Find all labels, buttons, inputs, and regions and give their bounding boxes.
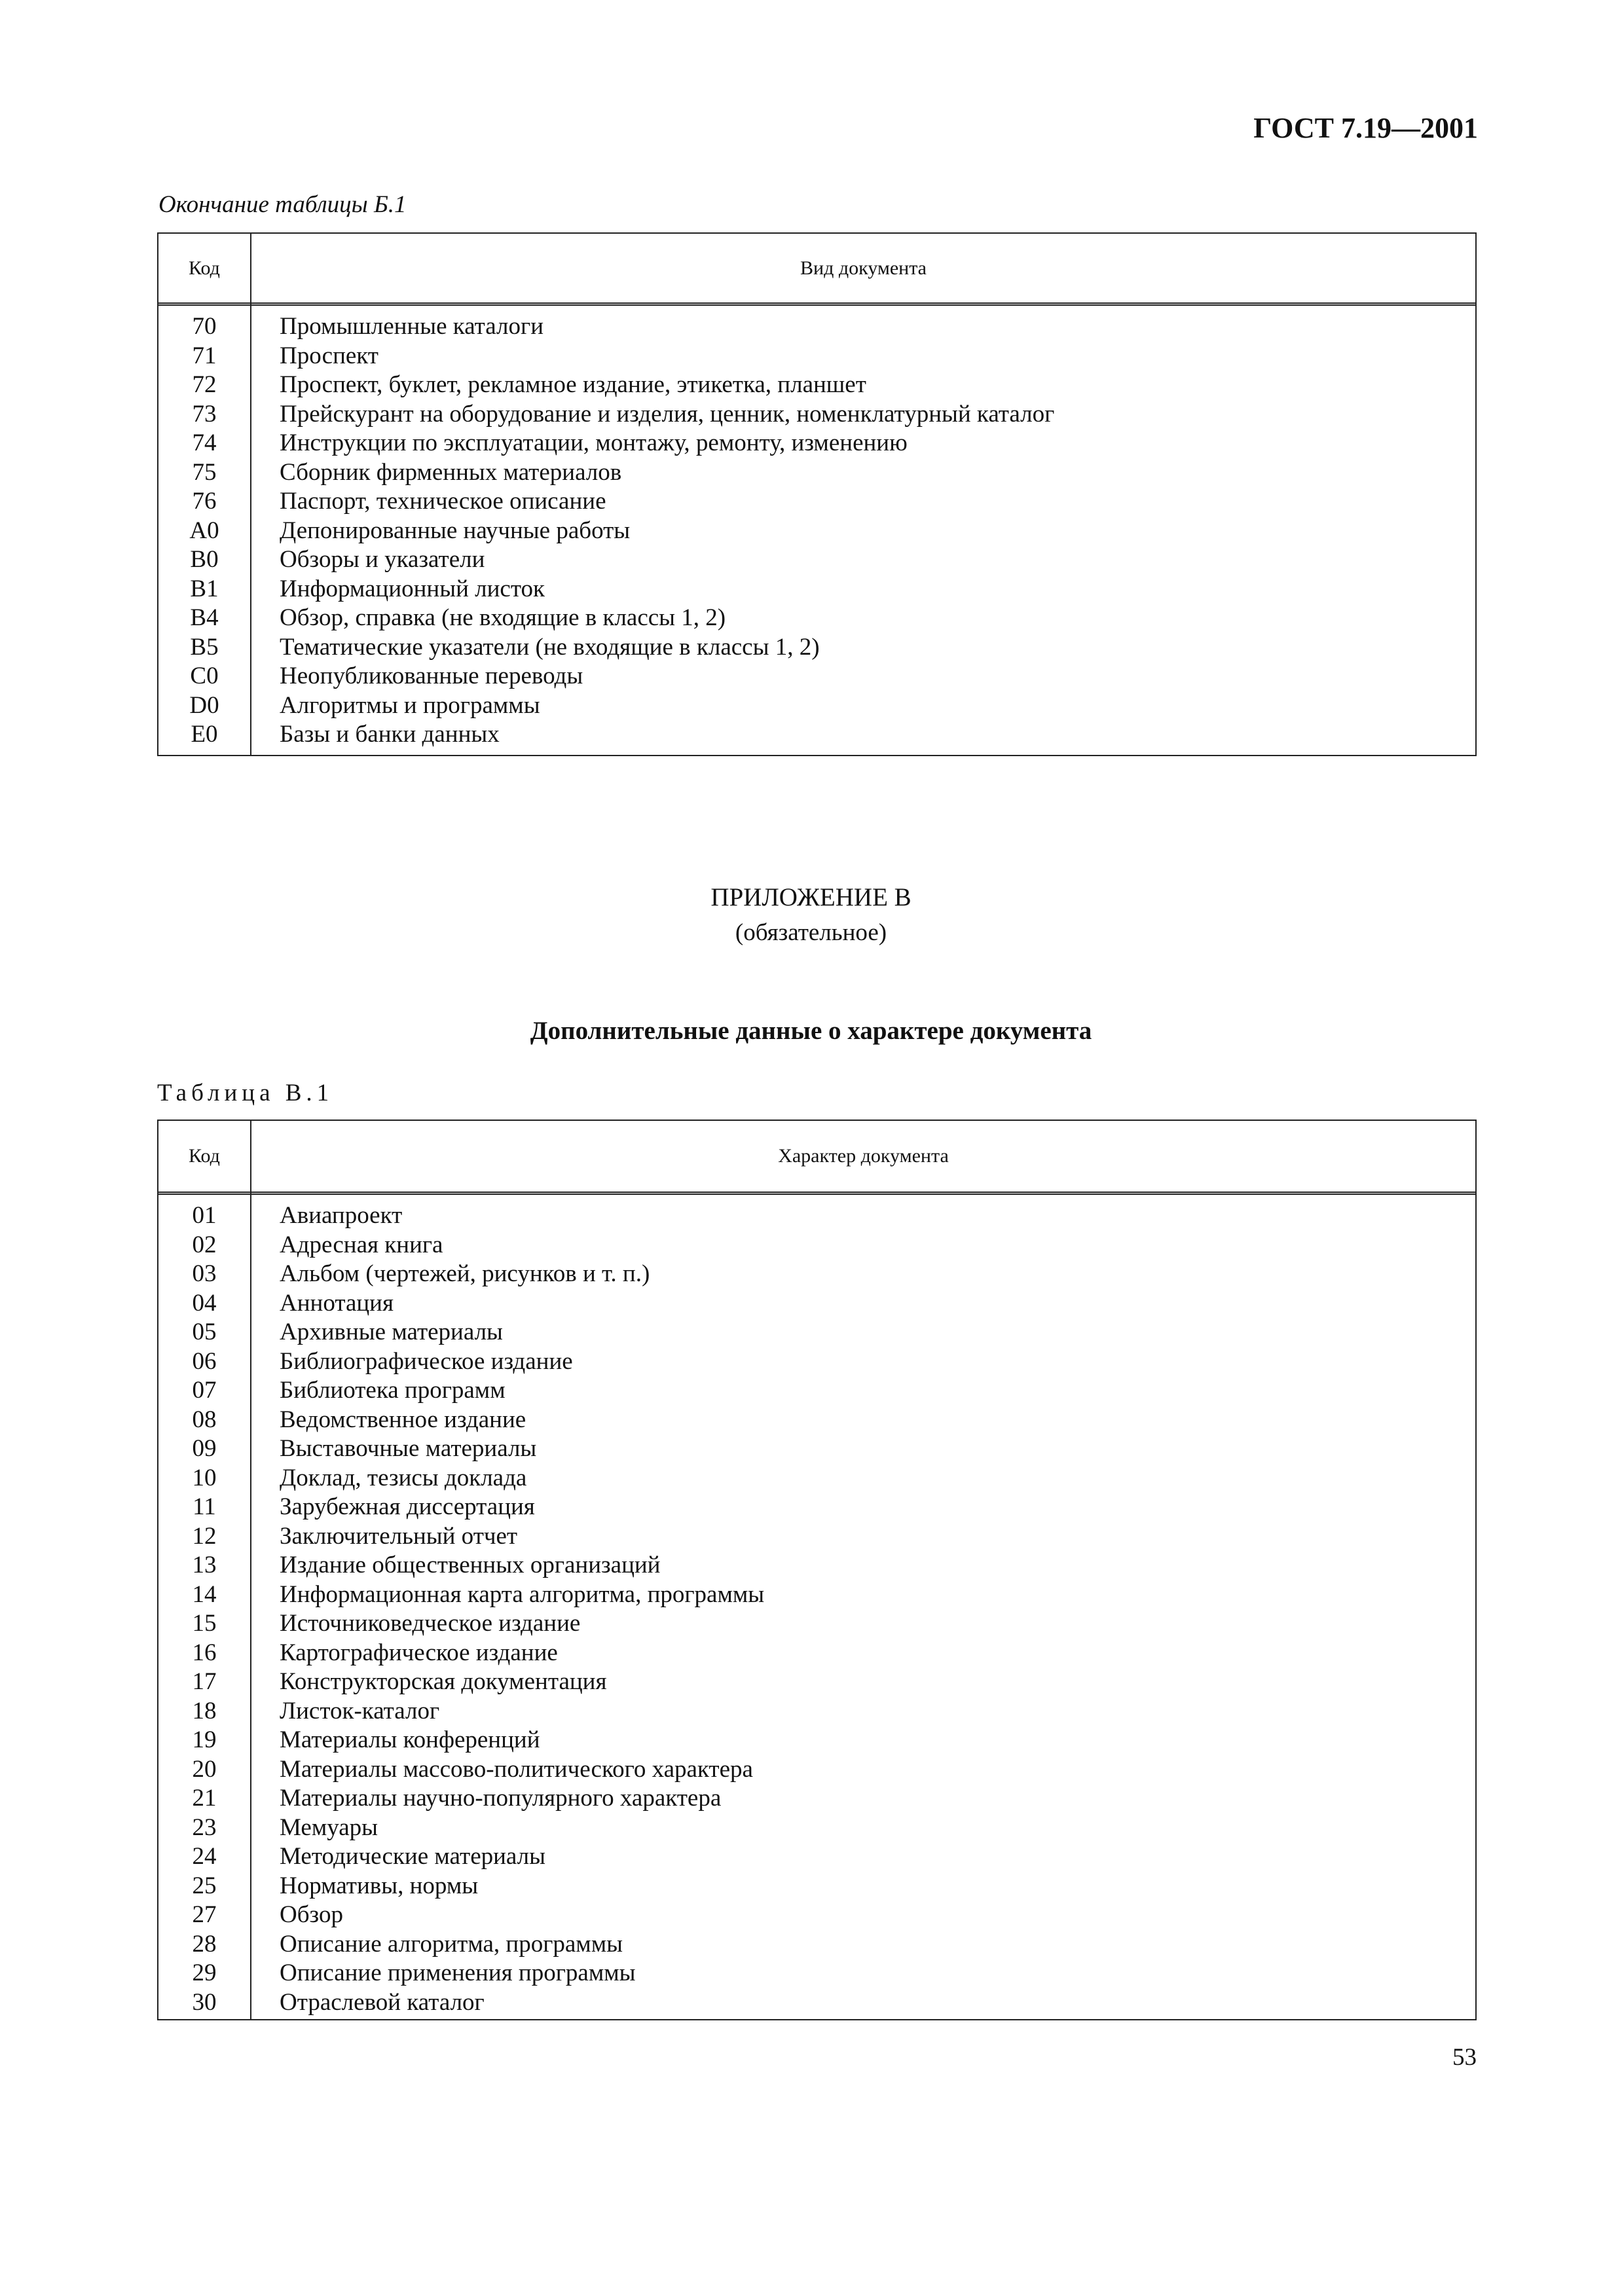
row-description: Материалы массово-политического характера <box>280 1755 753 1783</box>
row-code: 28 <box>192 1930 217 1958</box>
row-code: B4 <box>190 604 219 631</box>
table-row <box>158 1639 1475 1668</box>
table-v1-label: Таблица В.1 <box>157 1080 334 1106</box>
row-description: Заключительный отчет <box>280 1522 518 1550</box>
row-description: Авиапроект <box>280 1202 403 1229</box>
row-description: Отраслевой каталог <box>280 1988 485 2016</box>
table-body <box>158 312 1475 750</box>
table-b1 <box>157 232 1477 756</box>
table-row <box>158 1784 1475 1813</box>
table-row <box>158 1434 1475 1464</box>
table-body <box>158 1201 1475 2017</box>
row-code: B0 <box>190 546 219 573</box>
table-row <box>158 429 1475 458</box>
row-description: Обзоры и указатели <box>280 546 485 573</box>
row-code: 23 <box>192 1813 217 1841</box>
row-description: Методические материалы <box>280 1843 545 1870</box>
table-row <box>158 1493 1475 1522</box>
row-description: Инструкции по эксплуатации, монтажу, ремонту, изменению <box>280 429 908 456</box>
row-description: Проспект <box>280 342 378 369</box>
table-row <box>158 1813 1475 1843</box>
table-row <box>158 400 1475 429</box>
table-row <box>158 1376 1475 1406</box>
row-description: Издание общественных организаций <box>280 1552 661 1578</box>
row-description: Описание применения программы <box>280 1959 636 1986</box>
table-row <box>158 1201 1475 1231</box>
row-code: B5 <box>190 633 219 661</box>
table-row <box>158 1988 1475 2018</box>
table-row <box>158 633 1475 663</box>
table-row <box>158 1901 1475 1930</box>
row-description: Депонированные научные работы <box>280 517 631 544</box>
row-code: 30 <box>192 1988 217 2016</box>
table-row <box>158 691 1475 721</box>
table-b1-caption: Окончание таблицы Б.1 <box>158 191 407 218</box>
column-header-code: Код <box>189 1145 220 1167</box>
table-row <box>158 1231 1475 1260</box>
row-description: Проспект, буклет, рекламное издание, этикетка, планшет <box>280 371 866 398</box>
table-row <box>158 1318 1475 1347</box>
row-code: A0 <box>189 517 219 544</box>
table-header <box>158 1121 1475 1195</box>
table-row <box>158 1406 1475 1435</box>
row-code: 11 <box>193 1493 216 1520</box>
row-code: 05 <box>192 1319 217 1345</box>
row-description: Картографическое издание <box>280 1639 558 1666</box>
column-header-document-type: Вид документа <box>800 257 927 279</box>
row-code: 17 <box>192 1668 217 1695</box>
row-description: Выставочные материалы <box>280 1435 537 1462</box>
row-code: 06 <box>192 1347 217 1375</box>
row-description: Источниковедческое издание <box>280 1610 581 1637</box>
row-code: 14 <box>192 1580 217 1608</box>
table-row <box>158 1872 1475 1901</box>
table-row <box>158 1755 1475 1785</box>
row-code: 20 <box>192 1755 217 1783</box>
row-description: Обзор <box>280 1901 343 1928</box>
row-description: Промышленные каталоги <box>280 313 544 340</box>
page-number: 53 <box>1452 2044 1477 2071</box>
row-description: Нормативы, нормы <box>280 1872 479 1899</box>
table-row <box>158 1289 1475 1319</box>
row-description: Прейскурант на оборудование и изделия, ценник, номенклатурный каталог <box>280 400 1055 428</box>
row-code: 16 <box>192 1639 217 1666</box>
appendix-title: ПРИЛОЖЕНИЕ В <box>710 883 912 911</box>
row-code: 12 <box>192 1522 217 1550</box>
table-row <box>158 458 1475 488</box>
row-code: 18 <box>192 1697 217 1724</box>
table-row <box>158 604 1475 633</box>
table-row <box>158 487 1475 517</box>
table-row <box>158 1347 1475 1377</box>
row-description: Ведомственное издание <box>280 1406 526 1433</box>
row-description: Адресная книга <box>280 1231 443 1258</box>
row-code: 15 <box>192 1610 217 1637</box>
table-row <box>158 1260 1475 1289</box>
table-row <box>158 1551 1475 1580</box>
row-code: 10 <box>192 1464 217 1491</box>
row-code: 72 <box>192 371 217 398</box>
row-description: Зарубежная диссертация <box>280 1493 535 1520</box>
table-row <box>158 1609 1475 1639</box>
row-code: 02 <box>192 1231 217 1258</box>
row-description: Доклад, тезисы доклада <box>280 1464 527 1491</box>
row-code: 76 <box>192 488 217 515</box>
table-row <box>158 1959 1475 1988</box>
row-description: Тематические указатели (не входящие в классы 1, 2) <box>280 633 820 661</box>
row-code: B1 <box>190 575 219 602</box>
row-code: 19 <box>192 1726 217 1753</box>
table-row <box>158 1842 1475 1872</box>
row-code: 21 <box>192 1785 217 1812</box>
row-description: Базы и банки данных <box>280 721 500 748</box>
row-code: 03 <box>192 1260 217 1287</box>
table-v1 <box>157 1120 1477 2020</box>
table-row <box>158 312 1475 342</box>
row-code: 71 <box>192 342 217 369</box>
table-row <box>158 1580 1475 1610</box>
row-description: Информационная карта алгоритма, программы <box>280 1580 765 1608</box>
table-row <box>158 1697 1475 1726</box>
row-code: 74 <box>192 429 217 456</box>
row-code: 24 <box>192 1843 217 1870</box>
row-description: Архивные материалы <box>280 1319 503 1345</box>
section-heading: Дополнительные данные о характере документа <box>530 1017 1092 1045</box>
row-description: Алгоритмы и программы <box>280 691 540 719</box>
table-row <box>158 342 1475 371</box>
row-code: 01 <box>192 1202 217 1229</box>
column-header-document-nature: Характер документа <box>778 1145 949 1167</box>
row-description: Паспорт, техническое описание <box>280 488 606 515</box>
row-description: Описание алгоритма, программы <box>280 1930 623 1958</box>
table-header <box>158 234 1475 306</box>
row-description: Мемуары <box>280 1813 378 1841</box>
row-code: 04 <box>192 1289 217 1317</box>
row-code: D0 <box>189 691 219 719</box>
table-row <box>158 1464 1475 1493</box>
row-description: Материалы конференций <box>280 1726 540 1753</box>
row-code: 27 <box>192 1901 217 1928</box>
row-description: Библиотека программ <box>280 1377 506 1404</box>
row-code: C0 <box>190 663 219 689</box>
row-description: Конструкторская документация <box>280 1668 607 1695</box>
row-description: Листок-каталог <box>280 1697 440 1724</box>
row-description: Обзор, справка (не входящие в классы 1, 2) <box>280 604 726 631</box>
column-header-code: Код <box>189 257 220 279</box>
row-description: Неопубликованные переводы <box>280 663 583 689</box>
row-code: 75 <box>192 458 217 486</box>
table-row <box>158 1726 1475 1755</box>
table-row <box>158 545 1475 575</box>
row-description: Альбом (чертежей, рисунков и т. п.) <box>280 1260 650 1287</box>
document-code: ГОСТ 7.19—2001 <box>1253 112 1478 144</box>
row-description: Информационный листок <box>280 575 545 602</box>
table-row <box>158 662 1475 691</box>
row-description: Сборник фирменных материалов <box>280 458 622 486</box>
table-row <box>158 1667 1475 1697</box>
row-code: 08 <box>192 1406 217 1433</box>
table-row <box>158 371 1475 400</box>
table-row <box>158 720 1475 750</box>
row-code: 09 <box>192 1435 217 1462</box>
table-row <box>158 1522 1475 1552</box>
row-description: Аннотация <box>280 1289 394 1317</box>
row-code: 07 <box>192 1377 217 1404</box>
row-code: 73 <box>192 400 217 428</box>
row-code: 70 <box>192 313 217 340</box>
row-code: E0 <box>191 721 218 748</box>
table-row <box>158 1930 1475 1959</box>
row-code: 29 <box>192 1959 217 1986</box>
table-row <box>158 517 1475 546</box>
appendix-note: (обязательное) <box>735 919 887 946</box>
row-description: Материалы научно-популярного характера <box>280 1785 722 1812</box>
row-code: 25 <box>192 1872 217 1899</box>
row-code: 13 <box>192 1552 217 1578</box>
table-row <box>158 575 1475 604</box>
row-description: Библиографическое издание <box>280 1347 573 1375</box>
